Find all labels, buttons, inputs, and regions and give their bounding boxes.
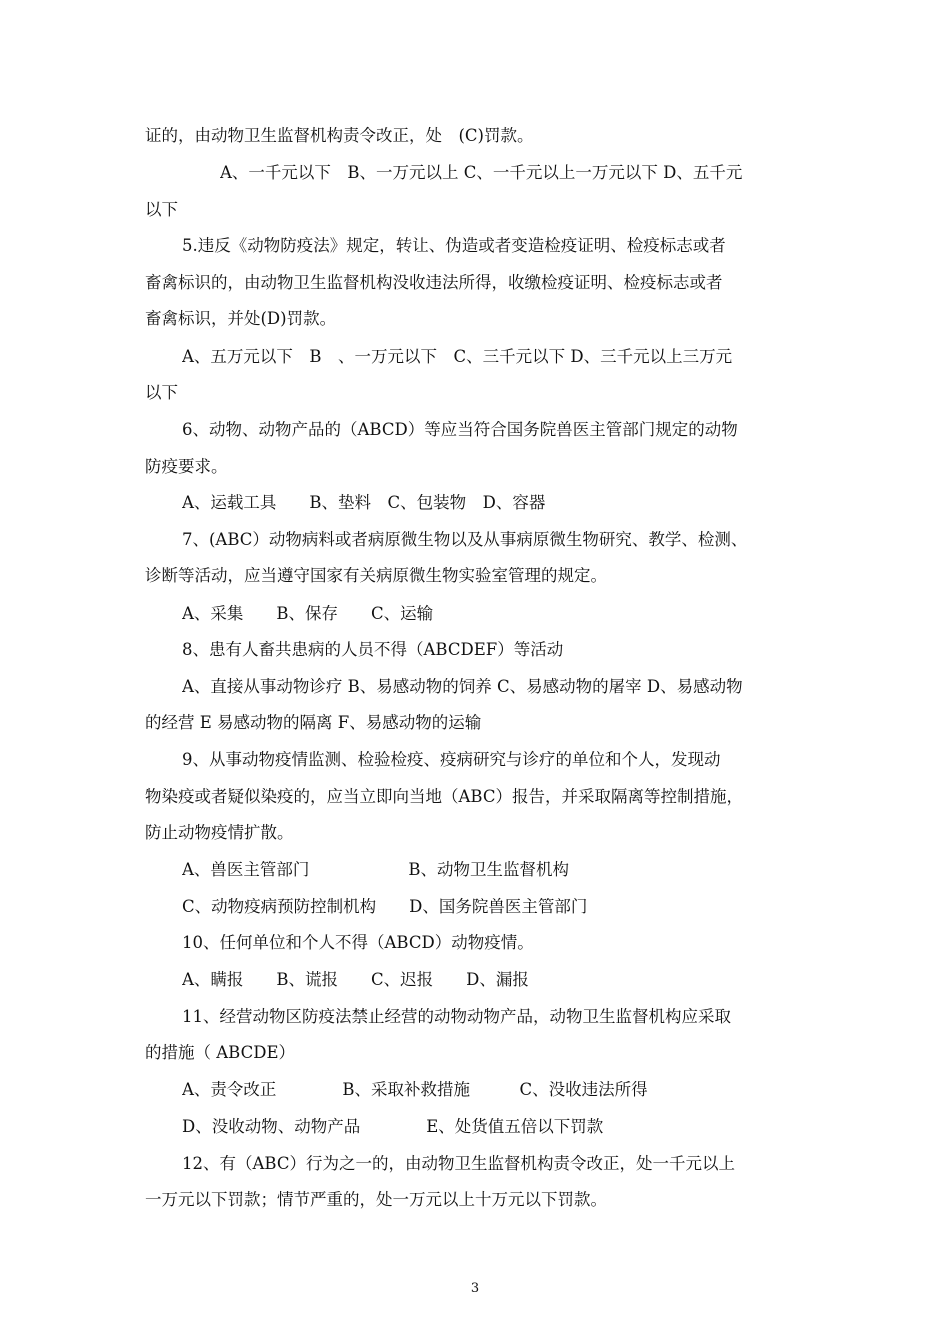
text-line: C、动物疫病预防控制机构 D、国务院兽医主管部门 [182, 897, 588, 916]
text-line: 防止动物疫情扩散。 [145, 823, 294, 842]
text-line: 9、从事动物疫情监测、检验检疫、疫病研究与诊疗的单位和个人，发现动 [182, 750, 721, 769]
text-line: 以下 [145, 200, 178, 219]
text-line: 一万元以下罚款；情节严重的，处一万元以上十万元以下罚款。 [145, 1190, 607, 1209]
text-line: 诊断等活动，应当遵守国家有关病原微生物实验室管理的规定。 [145, 566, 607, 585]
text-line: 畜禽标识的，由动物卫生监督机构没收违法所得，收缴检疫证明、检疫标志或者 [145, 273, 723, 292]
text-line: D、没收动物、动物产品 E、处货值五倍以下罚款 [182, 1117, 604, 1136]
text-line: 12、有（ABC）行为之一的，由动物卫生监督机构责令改正，处一千元以上 [182, 1154, 735, 1173]
text-line: A、瞒报 B、谎报 C、迟报 D、漏报 [182, 970, 529, 989]
page-number: 3 [470, 1281, 480, 1296]
text-line: 6、动物、动物产品的（ABCD）等应当符合国务院兽医主管部门规定的动物 [182, 420, 738, 439]
text-line: A、五万元以下 B 、一万元以下 C、三千元以下 D、三千元以上三万元 [182, 347, 733, 366]
text-line: A、采集 B、保存 C、运输 [182, 604, 434, 623]
text-line: A、直接从事动物诊疗 B、易感动物的饲养 C、易感动物的屠宰 D、易感动物 [182, 677, 743, 696]
text-line: 的措施（ ABCDE） [145, 1043, 295, 1062]
text-line: 8、患有人畜共患病的人员不得（ABCDEF）等活动 [182, 640, 564, 659]
text-line: 的经营 E 易感动物的隔离 F、易感动物的运输 [145, 713, 482, 732]
text-line: 11、经营动物区防疫法禁止经营的动物动物产品，动物卫生监督机构应采取 [182, 1007, 731, 1026]
text-line: 畜禽标识，并处(D)罚款。 [145, 309, 337, 328]
text-line: A、责令改正 B、采取补救措施 C、没收违法所得 [182, 1080, 648, 1099]
text-line: 物染疫或者疑似染疫的，应当立即向当地（ABC）报告，并采取隔离等控制措施， [145, 787, 743, 806]
text-line: A、运载工具 B、垫料 C、包装物 D、容器 [182, 493, 546, 512]
text-line: 10、任何单位和个人不得（ABCD）动物疫情。 [182, 933, 534, 952]
text-line: 以下 [145, 383, 178, 402]
text-line: A、兽医主管部门 B、动物卫生监督机构 [182, 860, 570, 879]
text-line: 7、(ABC）动物病料或者病原微生物以及从事病原微生物研究、教学、检测、 [182, 530, 748, 549]
text-line: A、一千元以下 B、一万元以上 C、一千元以上一万元以下 D、五千元 [220, 163, 743, 182]
text-line: 5.违反《动物防疫法》规定，转让、伪造或者变造检疫证明、检疫标志或者 [182, 236, 726, 255]
text-line: 证的，由动物卫生监督机构责令改正，处 (C)罚款。 [145, 126, 534, 145]
text-line: 防疫要求。 [145, 457, 228, 476]
